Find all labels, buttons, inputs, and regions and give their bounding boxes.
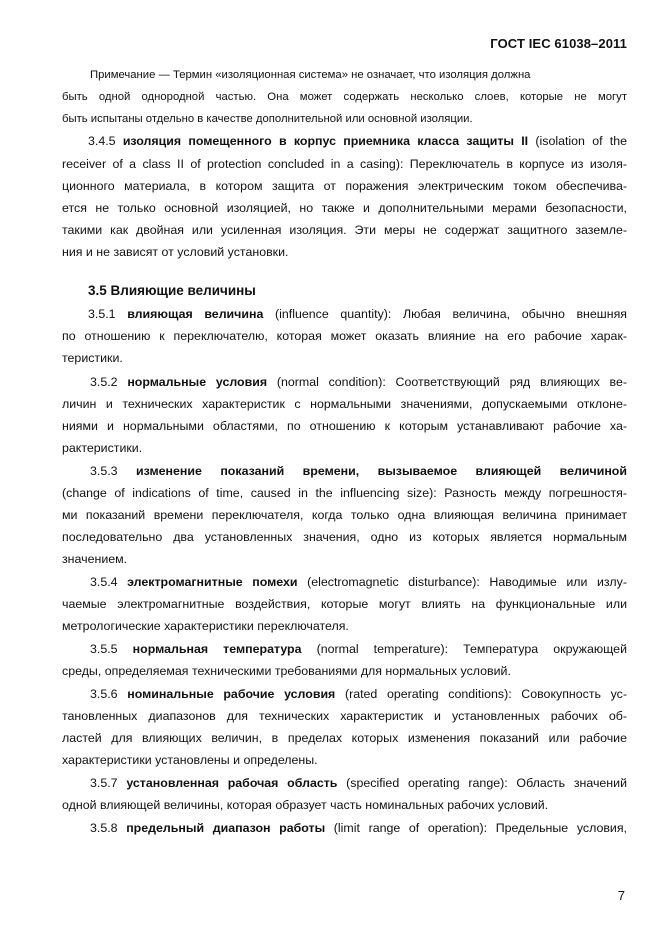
clause-text: (rated operating conditions): Совокупность ус- — [335, 687, 627, 701]
section-heading: 3.5 Влияющие величины — [88, 283, 256, 298]
note-line: быть одной однородной частью. Она может содержать несколько слоев, которые не могут — [62, 91, 627, 103]
clause-first-line — [90, 575, 627, 590]
clause-line: ется не только основной изоляцией, но также и дополнительными мерами безопасности, — [62, 201, 627, 215]
clause-term: нормальные условия — [127, 375, 268, 389]
clause-number: 3.5.5 — [90, 642, 118, 656]
clause-line: ластей для влияющих величин, в пределах которых изменения показаний или рабочие — [62, 731, 627, 745]
clause-number: 3.5.1 — [88, 307, 116, 321]
clause-number: 3.5.4 — [90, 575, 118, 589]
clause-line: одной влияющей величины, которая образует часть номинальных рабочих условий. — [62, 798, 549, 812]
clause-first-line — [88, 307, 627, 322]
clause-first-line — [90, 776, 627, 791]
clause-text: (influence quantity): Любая величина, обычно внешняя — [263, 307, 627, 321]
clause-line: по отношению к переключателю, которая может оказать влияние на его рабочие харак- — [62, 329, 627, 343]
clause-line: ниями и нормальными областями, по отношению к которым устанавливают рабочие ха- — [62, 419, 627, 433]
clause-text: (electromagnetic disturbance): Наводимые или излу- — [297, 575, 627, 589]
clause-line: receiver of a class II of protection concluded in a casing): Переключатель в корпусе из изоля- — [62, 157, 627, 171]
clause-first-line — [90, 375, 627, 390]
clause-number: 3.5.8 — [90, 821, 118, 835]
clause-line: метрологические характеристики переключателя. — [62, 619, 349, 633]
clause-term: влияющая величина — [127, 307, 264, 321]
clause-term: установленная рабочая область — [126, 776, 338, 790]
clause-first-line — [90, 687, 627, 702]
note-line: Примечание — Термин «изоляционная система» не означает, что изоляция должна — [90, 69, 531, 81]
clause-line: ми показаний времени переключателя, когда только одна влияющая величина принимает — [62, 508, 627, 522]
clause-line: ния и не зависят от условий установки. — [62, 245, 289, 259]
clause-first-line — [90, 821, 627, 836]
clause-line: рактеристики. — [62, 441, 143, 455]
clause-line: теристики. — [62, 351, 123, 365]
clause-text: (normal temperature): Температура окружающей — [301, 642, 627, 656]
clause-term: изменение показаний времени, вызываемое влияющей величиной — [136, 464, 627, 478]
clause-line: тановленных диапазонов для технических характеристик и установленных рабочих об- — [62, 709, 627, 723]
clause-line: среды, определяемая техническими требованиями для нормальных условий. — [62, 664, 511, 678]
clause-number: 3.5.7 — [90, 776, 118, 790]
clause-first-line — [90, 464, 627, 479]
clause-line: значением. — [62, 552, 128, 566]
document-code-header: ГОСТ IEC 61038–2011 — [490, 36, 627, 51]
clause-term: нормальная температура — [132, 642, 302, 656]
clause-text: (limit range of operation): Предельные условия, — [325, 821, 627, 835]
clause-line: такими как двойная или усиленная изоляция. Эти меры не содержат защитного заземле- — [62, 223, 627, 237]
clause-term: электромагнитные помехи — [127, 575, 298, 589]
clause-number: 3.5.6 — [90, 687, 118, 701]
clause-line: характеристики установлены и определены. — [62, 753, 318, 767]
clause-number: 3.4.5 — [88, 134, 116, 148]
clause-line: личин и технических характеристик с нормальными значениями, допускаемыми отклоне- — [62, 397, 627, 411]
clause-line: (change of indications of time, caused in the influencing size): Разность между погрешностя- — [62, 486, 627, 500]
clause-line: ционного материала, в котором защита от поражения электрическим током обеспечива- — [62, 179, 627, 193]
clause-number: 3.5.3 — [90, 464, 118, 478]
clause-line: чаемые электромагнитные воздействия, которые могут влиять на функциональные или — [62, 597, 627, 611]
clause-line: последовательно два установленных значения, одно из которых является нормальным — [62, 530, 627, 544]
note-line: быть испытаны отдельно в качестве дополнительной или основной изоляции. — [62, 113, 473, 125]
clause-term: предельный диапазон работы — [126, 821, 326, 835]
page-number: 7 — [617, 888, 625, 903]
clause-text: (normal condition): Соответствующий ряд влияющих ве- — [267, 375, 627, 389]
clause-first-line — [88, 134, 627, 149]
clause-text: (isolation of the — [528, 134, 627, 148]
clause-term: номинальные рабочие условия — [127, 687, 336, 701]
clause-number: 3.5.2 — [90, 375, 118, 389]
clause-first-line — [90, 642, 627, 657]
clause-text: (specified operating range): Область значений — [337, 776, 627, 790]
clause-term: изоляция помещенного в корпус приемника класса защиты II — [122, 134, 529, 148]
